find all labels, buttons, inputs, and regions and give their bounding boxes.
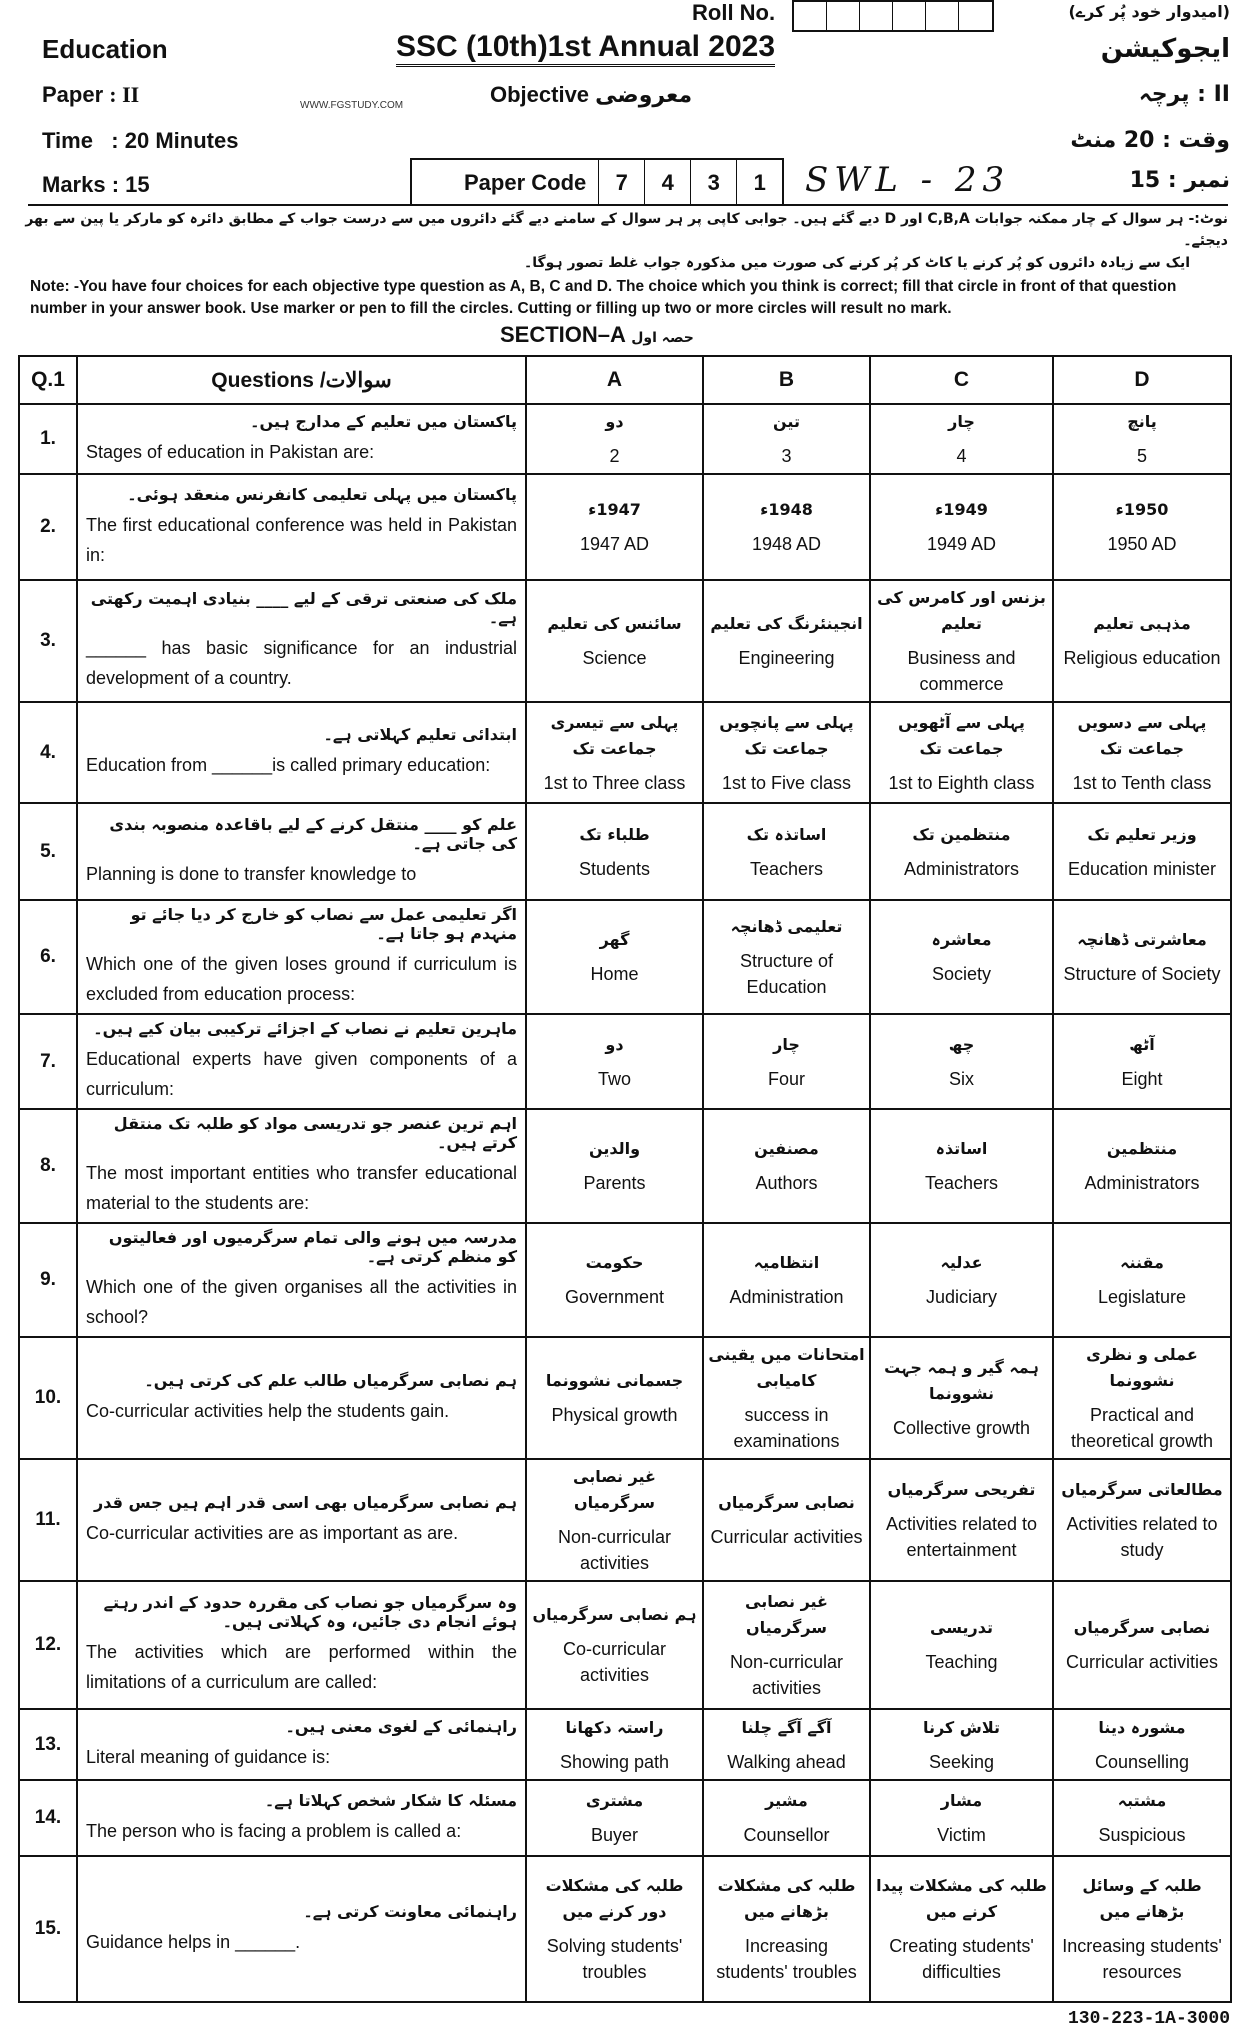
option-urdu: پہلی سے آٹھویں جماعت تک (898, 712, 1025, 758)
option-urdu: انجینئرنگ کی تعلیم (710, 614, 863, 633)
option-b (703, 474, 870, 580)
time-urdu: وقت : 20 منٹ (1070, 128, 1230, 153)
table-row (19, 1780, 1231, 1856)
option-urdu: منتظمین تک (912, 824, 1011, 844)
option-b (703, 1014, 870, 1109)
table-row (19, 702, 1231, 803)
section-title: SECTION–A حصہ اول (500, 322, 694, 347)
option-b (703, 702, 870, 803)
option-english: Home (590, 964, 639, 984)
option-c (870, 1856, 1053, 2002)
note-urdu-1: نوٹ:- ہر سوال کے چار ممکنہ جوابات C,B,A اور D دیے گئے ہیں۔ جوابی کاپی پر ہر سوال کے سامنے دیے گئے دائروں میں سے درست جواب کے مطابق دائرہ کو مارکر یا پین سے بھر دیجئے۔ (25, 211, 1228, 249)
option-english: success in examinations (733, 1405, 840, 1451)
option-english: Teaching (925, 1652, 998, 1672)
option-urdu: راستہ دکھانا (565, 1717, 664, 1737)
option-english: Society (931, 964, 992, 984)
question-urdu: علم کو ____ منتقل کرنے کے لیے باقاعدہ منصوبہ بندی کی جاتی ہے۔ (109, 814, 517, 853)
question-number: 10. (19, 1337, 77, 1459)
option-urdu: انتظامیہ (753, 1253, 820, 1272)
option-c (870, 1337, 1053, 1459)
option-urdu: پانچ (1127, 412, 1157, 431)
option-b (703, 900, 870, 1014)
col-header-c: C (870, 356, 1053, 404)
option-d (1053, 803, 1231, 900)
question-urdu: ہم نصابی سرگرمیاں طالب علم کی کرتی ہیں۔ (144, 1370, 517, 1390)
table-row (19, 1459, 1231, 1581)
option-d (1053, 1223, 1231, 1337)
question-number: 12. (19, 1581, 77, 1709)
option-urdu: ہم نصابی سرگرمیاں (532, 1605, 697, 1624)
option-urdu: معاشرتی ڈھانچہ (1077, 930, 1207, 949)
option-urdu: حکومت (585, 1253, 644, 1272)
option-urdu: دو (605, 1034, 624, 1054)
table-header-row (19, 356, 1231, 404)
question-cell (77, 1856, 526, 2002)
option-d (1053, 1780, 1231, 1856)
option-urdu: چار (773, 1034, 800, 1054)
option-urdu: امتحانات میں یقینی کامیابی (708, 1345, 865, 1390)
option-english: Business and commerce (907, 648, 1016, 694)
col-header-b: B (703, 356, 870, 404)
paper-urdu: II : پرچہ (1138, 82, 1230, 107)
option-c (870, 900, 1053, 1014)
option-a (526, 1337, 703, 1459)
option-english: Administration (729, 1287, 844, 1307)
option-d (1053, 474, 1231, 580)
option-urdu: تین (773, 412, 800, 431)
option-english: Education minister (1067, 858, 1217, 879)
option-english: Students (578, 858, 651, 879)
option-a (526, 1223, 703, 1337)
option-urdu: پہلی سے پانچویں جماعت تک (719, 712, 854, 758)
paper-code-box (410, 158, 784, 206)
option-c (870, 1709, 1053, 1780)
option-urdu: مشار (940, 1791, 983, 1810)
option-c (870, 1014, 1053, 1109)
option-d (1053, 702, 1231, 803)
roll-no-boxes[interactable] (792, 0, 994, 32)
option-english: 2 (609, 446, 620, 466)
option-a (526, 1459, 703, 1581)
option-english: Co-curricular activities (562, 1639, 667, 1685)
table-row (19, 900, 1231, 1014)
option-english: 1st to Tenth class (1072, 772, 1212, 793)
paper-code-digit: 1 (736, 160, 782, 206)
question-english: Education from ______is called primary education: (86, 755, 491, 775)
option-english: 1st to Three class (543, 772, 686, 793)
option-urdu: دو (605, 412, 624, 431)
option-a (526, 1856, 703, 2002)
option-urdu: مذہبی تعلیم (1093, 614, 1191, 633)
option-urdu: طلبہ کی مشکلات دور کرنے میں (545, 1876, 684, 1921)
option-urdu: آگے آگے چلنا (741, 1717, 832, 1737)
roll-note-urdu: (امیدوار خود پُر کرے) (1068, 2, 1230, 21)
question-urdu: پاکستان میں پہلی تعلیمی کانفرنس منعقد ہوئی۔ (127, 484, 517, 504)
option-d (1053, 1459, 1231, 1581)
option-urdu: مقننہ (1120, 1253, 1164, 1272)
option-english: Administrators (903, 858, 1020, 879)
option-urdu: غیر نصابی سرگرمیاں (745, 1592, 828, 1637)
option-urdu: نصابی سرگرمیاں (718, 1493, 855, 1512)
option-english: Structure of Education (739, 951, 834, 997)
marks-urdu: نمبر : 15 (1129, 168, 1230, 193)
main-flow (0, 208, 1250, 2029)
question-english: Which one of the given loses ground if curriculum is excluded from education process: (86, 954, 517, 1004)
header-divider (28, 204, 1228, 206)
option-urdu: مصنفین (754, 1139, 819, 1158)
option-english: Collective growth (892, 1418, 1031, 1438)
question-number: 11. (19, 1459, 77, 1581)
option-english: Curricular activities (1065, 1652, 1219, 1672)
paper-code-digit: 4 (644, 160, 690, 206)
question-english: Educational experts have given components of a curriculum: (86, 1049, 517, 1099)
question-english: The person who is facing a problem is called a: (86, 1820, 462, 1841)
question-number: 15. (19, 1856, 77, 2002)
option-english: Two (597, 1068, 631, 1089)
option-english: Non-curricular activities (729, 1652, 844, 1698)
option-english: Science (582, 648, 647, 668)
option-english: Activities related to study (1066, 1514, 1218, 1560)
option-urdu: گھر (599, 930, 630, 949)
option-urdu: 1950ء (1115, 500, 1169, 519)
option-english: 1948 AD (751, 534, 822, 554)
question-number: 5. (19, 803, 77, 900)
option-a (526, 1109, 703, 1223)
footer-code: 130-223-1A-3000 (1067, 2009, 1230, 2029)
option-english: 5 (1136, 446, 1147, 466)
option-urdu: تفریحی سرگرمیاں (887, 1480, 1036, 1499)
option-a (526, 1780, 703, 1856)
option-d (1053, 1709, 1231, 1780)
option-urdu: اساتذہ (935, 1139, 988, 1158)
question-cell (77, 1459, 526, 1581)
option-english: 1947 AD (579, 534, 650, 554)
option-urdu: اساتذہ تک (746, 824, 827, 844)
option-english: Six (948, 1068, 974, 1089)
option-c (870, 803, 1053, 900)
question-urdu: وہ سرگرمیاں جو نصاب کی مقررہ حدود کے اندر رہتے ہوئے انجام دی جائیں، وہ کہلاتی ہیں۔ (103, 1593, 517, 1631)
option-urdu: پہلی سے تیسری جماعت تک (550, 712, 679, 758)
option-urdu: 1948ء (760, 500, 813, 519)
option-d (1053, 580, 1231, 702)
option-b (703, 1223, 870, 1337)
question-cell (77, 1223, 526, 1337)
table-row (19, 1014, 1231, 1109)
option-c (870, 1581, 1053, 1709)
question-english: Literal meaning of guidance is: (86, 1747, 331, 1767)
option-d (1053, 1109, 1231, 1223)
time-label: Time : 20 Minutes (42, 128, 239, 153)
option-english: Engineering (738, 648, 835, 668)
option-a (526, 803, 703, 900)
question-number: 3. (19, 580, 77, 702)
option-english: Structure of Society (1063, 964, 1221, 984)
option-urdu: مطالعاتی سرگرمیاں (1061, 1480, 1223, 1499)
question-cell (77, 702, 526, 803)
option-urdu: چھ (948, 1034, 975, 1054)
option-english: Buyer (590, 1825, 639, 1845)
option-english: 1950 AD (1107, 534, 1177, 554)
option-english: Eight (1121, 1068, 1163, 1089)
option-c (870, 702, 1053, 803)
question-english: Which one of the given organises all the activities in school? (86, 1277, 517, 1327)
question-number: 14. (19, 1780, 77, 1856)
option-english: 3 (781, 446, 792, 466)
question-urdu: راہنمائی کے لغوی معنی ہیں۔ (285, 1717, 517, 1736)
option-english: Increasing students' resources (1062, 1936, 1222, 1982)
option-english: Judiciary (925, 1287, 998, 1307)
option-english: Walking ahead (727, 1751, 846, 1772)
option-english: Practical and theoretical growth (1070, 1405, 1214, 1451)
watermark-text: WWW.FGSTUDY.COM (300, 100, 404, 111)
option-urdu: مشتری (585, 1791, 644, 1810)
option-english: Increasing students' troubles (716, 1936, 857, 1982)
question-cell (77, 1014, 526, 1109)
option-urdu: طلباء تک (579, 824, 650, 844)
col-header-a: A (526, 356, 703, 404)
paper-label: Paper : II (42, 82, 140, 107)
option-b (703, 1856, 870, 2002)
option-d (1053, 1856, 1231, 2002)
option-english: Curricular activities (710, 1527, 863, 1547)
option-english: Religious education (1063, 648, 1221, 668)
option-urdu: والدین (588, 1139, 641, 1158)
option-b (703, 580, 870, 702)
option-english: Authors (755, 1173, 818, 1193)
option-b (703, 1337, 870, 1459)
option-urdu: 1949ء (935, 500, 988, 519)
question-urdu: ماہرین تعلیم نے نصاب کے اجزائے ترکیبی بیان کیے ہیں۔ (93, 1019, 517, 1038)
option-english: Teachers (749, 858, 824, 879)
option-d (1053, 1581, 1231, 1709)
question-number: 1. (19, 404, 77, 474)
option-english: Counsellor (743, 1825, 830, 1845)
question-number: 8. (19, 1109, 77, 1223)
option-urdu: طلبہ کی مشکلات پیدا کرنے میں (876, 1876, 1047, 1921)
question-number: 13. (19, 1709, 77, 1780)
option-urdu: نصابی سرگرمیاں (1073, 1618, 1211, 1637)
option-a (526, 1581, 703, 1709)
objective-label: Objective معروضی (490, 82, 693, 108)
option-d (1053, 900, 1231, 1014)
question-number: 9. (19, 1223, 77, 1337)
option-a (526, 474, 703, 580)
option-c (870, 1780, 1053, 1856)
option-urdu: ہمہ گیر و ہمہ جہت نشوونما (884, 1358, 1039, 1403)
subject-urdu: ایجوکیشن (1100, 34, 1230, 64)
option-urdu: چار (948, 412, 975, 431)
option-urdu: معاشرہ (931, 930, 992, 949)
paper-code-digit: 7 (598, 160, 644, 206)
question-cell (77, 1109, 526, 1223)
question-cell (77, 1337, 526, 1459)
option-urdu: پہلی سے دسویں جماعت تک (1077, 712, 1207, 758)
option-urdu: غیر نصابی سرگرمیاں (573, 1467, 656, 1512)
question-english: Co-curricular activities help the students gain. (86, 1400, 450, 1421)
option-d (1053, 1337, 1231, 1459)
option-urdu: مشورہ دینا (1098, 1717, 1186, 1737)
question-english: Stages of education in Pakistan are: (86, 441, 375, 462)
question-urdu: مدرسہ میں ہونے والی تمام سرگرمیوں اور فعالیتوں کو منظم کرتی ہے۔ (108, 1228, 517, 1266)
question-english: The first educational conference was held in Pakistan in: (86, 514, 517, 565)
option-urdu: عملی و نظری نشوونما (1086, 1345, 1198, 1390)
option-d (1053, 1014, 1231, 1109)
table-row (19, 1709, 1231, 1780)
paper-code-digit: 3 (690, 160, 736, 206)
table-row (19, 1856, 1231, 2002)
option-english: Teachers (924, 1173, 999, 1193)
option-urdu: وزیر تعلیم تک (1087, 824, 1197, 844)
question-urdu: مسئلہ کا شکار شخص کہلاتا ہے۔ (264, 1790, 517, 1810)
option-urdu: تلاش کرنا (922, 1717, 1001, 1737)
option-english: Parents (583, 1173, 646, 1193)
option-c (870, 474, 1053, 580)
paper-code-label: Paper Code (464, 170, 587, 195)
option-urdu: طلبہ کے وسائل بڑھانے میں (1082, 1876, 1202, 1921)
question-urdu: ملک کی صنعتی ترقی کے لیے ____ بنیادی اہمیت رکھتی ہے۔ (90, 589, 517, 627)
option-urdu: 1947ء (588, 500, 641, 519)
question-cell (77, 404, 526, 474)
option-a (526, 1709, 703, 1780)
option-a (526, 580, 703, 702)
option-urdu: تدریسی (930, 1618, 993, 1637)
option-urdu: مشیر (765, 1791, 808, 1810)
option-d (1053, 404, 1231, 474)
subject: Education (42, 34, 168, 64)
exam-title: SSC (10th)1st Annual 2023 (396, 30, 775, 67)
option-urdu: مشتبہ (1117, 1791, 1167, 1810)
option-c (870, 580, 1053, 702)
table-row (19, 1223, 1231, 1337)
option-b (703, 1709, 870, 1780)
question-urdu: اہم ترین عنصر جو تدریسی مواد کو طلبہ تک منتقل کرتے ہیں۔ (113, 1114, 517, 1152)
note-urdu-2: ایک سے زیادہ دائروں کو پُر کرنے یا کاٹ کر پُر کرنے کی صورت میں مذکورہ جواب غلط تصور ہوگا۔ (524, 255, 1190, 271)
question-urdu: پاکستان میں تعلیم کے مدارج ہیں۔ (250, 411, 517, 431)
table-row (19, 1337, 1231, 1459)
questions-table (18, 355, 1232, 2003)
table-row (19, 404, 1231, 474)
option-urdu: سائنس کی تعلیم (547, 614, 682, 633)
question-english: Planning is done to transfer knowledge to (86, 863, 417, 884)
table-row (19, 803, 1231, 900)
option-b (703, 1109, 870, 1223)
question-number: 6. (19, 900, 77, 1014)
option-english: Government (564, 1287, 665, 1307)
option-urdu: جسمانی نشوونما (545, 1371, 684, 1390)
col-header-d: D (1053, 356, 1231, 404)
option-c (870, 1459, 1053, 1581)
option-english: Showing path (559, 1751, 670, 1772)
option-a (526, 404, 703, 474)
question-urdu: ہم نصابی سرگرمیاں بھی اسی قدر اہم ہیں جس قدر (94, 1492, 517, 1512)
question-number: 4. (19, 702, 77, 803)
option-b (703, 1459, 870, 1581)
option-english: Non-curricular activities (557, 1527, 672, 1573)
option-english: Suspicious (1098, 1825, 1186, 1845)
option-english: 1st to Five class (721, 772, 852, 793)
question-cell (77, 1780, 526, 1856)
option-c (870, 1223, 1053, 1337)
handwritten-code: SWL - 23 (805, 160, 1011, 200)
option-b (703, 404, 870, 474)
question-english: The activities which are performed within the limitations of a curriculum are called: (86, 1642, 517, 1692)
question-english: The most important entities who transfer educational material to the students are: (86, 1163, 517, 1213)
question-cell (77, 474, 526, 580)
table-row (19, 1581, 1231, 1709)
option-b (703, 803, 870, 900)
option-english: Seeking (928, 1751, 995, 1772)
option-b (703, 1581, 870, 1709)
question-cell (77, 580, 526, 702)
option-a (526, 1014, 703, 1109)
col-header-q: Q.1 (19, 356, 77, 404)
option-english: Victim (937, 1825, 986, 1845)
roll-no-label: Roll No. (692, 0, 776, 25)
option-c (870, 404, 1053, 474)
table-row (19, 580, 1231, 702)
option-english: 1st to Eighth class (888, 772, 1035, 793)
option-english: Activities related to entertainment (885, 1514, 1038, 1560)
question-english: Guidance helps in ______. (86, 1931, 301, 1952)
question-urdu: راہنمائی معاونت کرتی ہے۔ (303, 1901, 517, 1921)
question-cell (77, 1709, 526, 1780)
col-header-questions: Questions /سوالات (77, 356, 526, 404)
question-cell (77, 1581, 526, 1709)
option-english: Administrators (1084, 1173, 1200, 1193)
option-english: Creating students' difficulties (889, 1936, 1034, 1982)
table-row (19, 474, 1231, 580)
option-english: Physical growth (551, 1405, 678, 1425)
option-urdu: منتظمین (1106, 1139, 1178, 1158)
option-urdu: طلبہ کی مشکلات بڑھانے میں (717, 1876, 856, 1921)
question-urdu: ابتدائی تعلیم کہلاتی ہے۔ (323, 725, 517, 744)
table-body (19, 404, 1231, 2002)
option-urdu: عدلیہ (940, 1253, 983, 1272)
option-english: Solving students' troubles (546, 1936, 683, 1982)
option-a (526, 900, 703, 1014)
option-english: Counselling (1094, 1751, 1190, 1772)
note-english: Note: -You have four choices for each objective type question as A, B, C and D. The choice which you think is correct; fill that circle in front of that question number in your answer book. Use marker or pen to fill the circles. Cutting or filling up two or more circles will result no mark. (30, 278, 1177, 317)
option-english: Legislature (1097, 1287, 1187, 1307)
question-cell (77, 803, 526, 900)
option-urdu: تعلیمی ڈھانچہ (730, 917, 843, 936)
table-row (19, 1109, 1231, 1223)
option-english: Four (767, 1068, 805, 1089)
question-english: ______ has basic significance for an industrial development of a country. (86, 638, 517, 688)
option-english: 1949 AD (926, 534, 997, 554)
question-english: Co-curricular activities are as important as are. (86, 1522, 459, 1543)
question-number: 7. (19, 1014, 77, 1109)
marks-label: Marks : 15 (42, 172, 150, 197)
question-cell (77, 900, 526, 1014)
option-urdu: بزنس اور کامرس کی تعلیم (877, 588, 1046, 633)
paper-value: : II (109, 82, 140, 107)
option-urdu: آٹھ (1129, 1034, 1155, 1054)
question-urdu: اگر تعلیمی عمل سے نصاب کو خارج کر دیا جائے تو منہدم ہو جاتا ہے۔ (130, 905, 517, 943)
option-c (870, 1109, 1053, 1223)
option-english: 4 (956, 446, 967, 466)
question-number: 2. (19, 474, 77, 580)
option-a (526, 702, 703, 803)
option-b (703, 1780, 870, 1856)
